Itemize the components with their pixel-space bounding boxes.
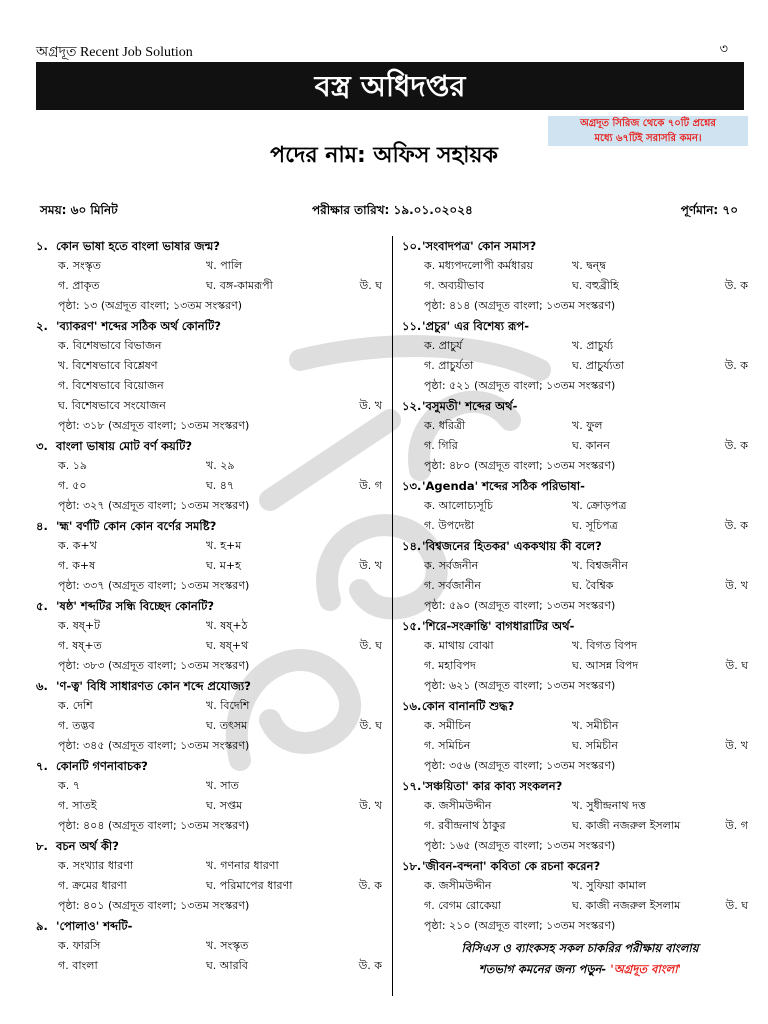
exam-date: পরীক্ষার তারিখ: ১৯.০১.০২০২৪ — [312, 203, 473, 217]
question-block — [36, 516, 386, 596]
footer-line-2-text: শতভাগ কমনের জন্য পড়ুন- — [478, 962, 607, 976]
promo-line-2: মধ্যে ৬৭টিই সরাসরি কমন। — [594, 133, 702, 144]
question-number: ১৪. — [402, 539, 422, 553]
option-item: খ. দ্বন্দ্ব — [572, 259, 606, 272]
page-reference: পৃষ্ঠা: ৬২১ (অগ্রদূত বাংলা; ১৩তম সংস্করণ) — [424, 679, 616, 692]
question-line — [402, 856, 752, 876]
option-item: ক. আলোচ্যসূচি — [424, 499, 493, 512]
option-row — [36, 396, 386, 416]
question-line — [402, 316, 752, 336]
question-text: 'শিরে-সংক্রান্তি' বাগধারাটির অর্থ- — [422, 619, 575, 633]
option-row — [36, 476, 386, 496]
answer-key: উ. ঘ — [359, 639, 382, 652]
option-row — [36, 276, 386, 296]
page-reference: পৃষ্ঠা: ৩৪৫ (অগ্রদূত বাংলা; ১৩তম সংস্করণ) — [58, 739, 250, 752]
option-row — [402, 716, 752, 736]
post-title: পদের নাম: অফিস সহায়ক — [270, 143, 498, 168]
option-item: ক. সর্বজনীন — [424, 559, 479, 572]
option-item: ঘ. সপ্তম — [206, 799, 243, 812]
option-row — [36, 776, 386, 796]
question-line — [36, 756, 386, 776]
question-text: কোনটি গণনাবাচক? — [56, 759, 148, 773]
question-line — [36, 836, 386, 856]
option-item: ঘ. আরবি — [206, 959, 248, 972]
question-number: ১২. — [402, 399, 422, 413]
question-line — [402, 396, 752, 416]
option-item: ক. সমীচিন — [424, 719, 471, 732]
question-number: ১. — [36, 239, 48, 253]
option-row — [402, 356, 752, 376]
question-number: ১৭. — [402, 779, 422, 793]
answer-key: উ. ঘ — [359, 719, 382, 732]
question-block — [36, 596, 386, 676]
option-item: গ. ষষ্+ত — [58, 639, 102, 652]
option-item: ঘ. সমিচীন — [572, 739, 618, 752]
answer-key: উ. ক — [724, 519, 748, 532]
question-line — [36, 676, 386, 696]
option-item: গ. অব্যয়ীভাব — [424, 279, 485, 292]
option-item: গ. গিরি — [424, 439, 458, 452]
option-item: ঘ. সূচিপত্র — [572, 519, 618, 532]
question-number: ১০. — [402, 239, 422, 253]
option-item: খ. গণনার ধারণা — [206, 859, 279, 872]
question-text: কোন ভাষা হতে বাংলা ভাষার জন্ম? — [56, 239, 220, 253]
answer-key: উ. ঘ — [359, 279, 382, 292]
option-item: খ. হ+ম — [206, 539, 242, 552]
option-item: গ. সর্বজানীন — [424, 579, 481, 592]
page-reference: পৃষ্ঠা: ১৩ (অগ্রদূত বাংলা; ১৩তম সংস্করণ) — [58, 299, 243, 312]
question-line — [402, 776, 752, 796]
option-item: ঘ. বঙ্গ-কামরূপী — [206, 279, 273, 292]
option-item: গ. প্রাচুর্যতা — [424, 359, 474, 372]
option-row — [402, 636, 752, 656]
page-reference: পৃষ্ঠা: ৩৮৩ (অগ্রদূত বাংলা; ১৩তম সংস্করণ) — [58, 659, 250, 672]
option-row — [36, 636, 386, 656]
question-number: ৩. — [36, 439, 48, 453]
option-item: খ. ষষ্+ঠ — [206, 619, 248, 632]
option-item: খ. বিশেষভাবে বিশ্লেষণ — [58, 359, 158, 372]
answer-key: উ. ক — [724, 359, 748, 372]
title-banner — [36, 62, 744, 110]
question-block — [36, 916, 386, 976]
option-item: ঘ. আসন্ন বিপদ — [572, 659, 639, 672]
option-item: ক. ষষ্+ট — [58, 619, 101, 632]
option-item: ক. মধ্যপদলোপী কর্মধারয় — [424, 259, 534, 272]
answer-key: উ. গ — [359, 479, 382, 492]
option-item: ক. মাথায় বোঝা — [424, 639, 494, 652]
page-reference: পৃষ্ঠা: ৩৩৭ (অগ্রদূত বাংলা; ১৩তম সংস্করণ) — [58, 579, 250, 592]
answer-key: উ. খ — [359, 799, 382, 812]
option-row — [36, 256, 386, 276]
question-block — [402, 316, 752, 396]
answer-key: উ. ক — [358, 959, 382, 972]
option-item: গ. সমিচিন — [424, 739, 471, 752]
question-text: 'হ্ম' বর্ণটি কোন কোন বর্ণের সমষ্টি? — [56, 519, 217, 533]
page-reference: পৃষ্ঠা: ৩৫৬ (অগ্রদূত বাংলা; ১৩তম সংস্করণ) — [424, 759, 616, 772]
question-block — [36, 316, 386, 436]
column-divider — [392, 236, 393, 996]
question-block — [402, 476, 752, 536]
page-reference: পৃষ্ঠা: ৪০১ (অগ্রদূত বাংলা; ১৩তম সংস্করণ) — [58, 899, 250, 912]
option-row — [36, 556, 386, 576]
question-line — [36, 516, 386, 536]
question-block — [36, 676, 386, 756]
option-row — [402, 256, 752, 276]
running-head: অগ্রদূত Recent Job Solution — [36, 45, 193, 60]
page-reference: পৃষ্ঠা: ১৬৫ (অগ্রদূত বাংলা; ১৩তম সংস্করণ) — [424, 839, 616, 852]
option-row — [36, 696, 386, 716]
option-item: ক. বিশেষভাবে বিভাজন — [58, 339, 162, 352]
option-row — [36, 336, 386, 356]
option-row — [36, 796, 386, 816]
question-number: ৬. — [36, 679, 48, 693]
page-reference: পৃষ্ঠা: ৪১৪ (অগ্রদূত বাংলা; ১৩তম সংস্করণ) — [424, 299, 616, 312]
option-row — [36, 616, 386, 636]
page-reference: পৃষ্ঠা: ৩১৮ (অগ্রদূত বাংলা; ১৩তম সংস্করণ) — [58, 419, 250, 432]
question-number: ১৬. — [402, 699, 422, 713]
option-item: ক. জসীমউদ্দীন — [424, 799, 492, 812]
question-text: কোন বানানটি শুদ্ধ? — [422, 699, 515, 713]
page-reference: পৃষ্ঠা: ৪০৪ (অগ্রদূত বাংলা; ১৩তম সংস্করণ) — [58, 819, 250, 832]
question-block — [402, 616, 752, 696]
option-row — [402, 496, 752, 516]
option-row — [36, 376, 386, 396]
option-item: ঘ. তৎসম — [206, 719, 248, 732]
page-title: বস্ত্র অধিদপ্তর — [314, 69, 466, 103]
question-number: ১৮. — [402, 859, 422, 873]
option-item: ক. ক+খ — [58, 539, 97, 552]
option-item: গ. মহাবিপদ — [424, 659, 476, 672]
answer-key: উ. ঘ — [725, 659, 748, 672]
question-text: 'ব্যাকরণ' শব্দের সঠিক অর্থ কোনটি? — [56, 319, 221, 333]
option-item: ঘ. ৪৭ — [206, 479, 235, 492]
option-row — [36, 536, 386, 556]
option-row — [402, 816, 752, 836]
option-item: গ. প্রাকৃত — [58, 279, 100, 292]
option-item: গ. রবীন্দ্রনাথ ঠাকুর — [424, 819, 506, 832]
option-item: ক. ধরিত্রী — [424, 419, 466, 432]
question-line — [36, 596, 386, 616]
option-item: গ. বাংলা — [58, 959, 98, 972]
page-header — [36, 40, 728, 60]
answer-key: উ. ক — [724, 439, 748, 452]
page-reference: পৃষ্ঠা: ৪৮০ (অগ্রদূত বাংলা; ১৩তম সংস্করণ) — [424, 459, 616, 472]
option-item: ঘ. পরিমাপের ধারণা — [206, 879, 293, 892]
option-item: ঘ. কানন — [572, 439, 610, 452]
exam-marks: পূর্ণমান: ৭০ — [680, 203, 738, 217]
option-row — [402, 416, 752, 436]
question-line — [402, 616, 752, 636]
option-item: খ. পালি — [206, 259, 243, 272]
option-item: ক. ১৯ — [58, 459, 87, 472]
page-reference: পৃষ্ঠা: ২১০ (অগ্রদূত বাংলা; ১৩তম সংস্করণ) — [424, 919, 616, 932]
question-text: 'Agenda' শব্দের সঠিক পরিভাষা- — [422, 479, 585, 493]
question-line — [402, 236, 752, 256]
option-item: খ. প্রাচুর্য্য — [572, 339, 614, 352]
option-row — [402, 736, 752, 756]
question-block — [402, 396, 752, 476]
answer-key: উ. খ — [359, 399, 382, 412]
option-row — [402, 896, 752, 916]
question-number: ১৫. — [402, 619, 422, 633]
question-line — [36, 436, 386, 456]
question-number: ১১. — [402, 319, 422, 333]
question-number: ৭. — [36, 759, 48, 773]
right-column — [402, 236, 752, 936]
answer-key: উ. খ — [359, 559, 382, 572]
exam-meta — [40, 202, 738, 220]
answer-key: উ. ক — [358, 879, 382, 892]
left-column — [36, 236, 386, 976]
option-item: খ. সমীচীন — [572, 719, 619, 732]
option-item: খ. বিশ্বজনীন — [572, 559, 628, 572]
option-item: ক. সংখ্যার ধারণা — [58, 859, 134, 872]
question-text: বাংলা ভাষায় মোট বর্ণ কয়টি? — [56, 439, 193, 453]
option-item: ঘ. বৈশ্বিক — [572, 579, 614, 592]
option-item: গ. উপদেষ্টা — [424, 519, 475, 532]
option-row — [402, 876, 752, 896]
option-item: খ. ২৯ — [206, 459, 235, 472]
option-row — [36, 456, 386, 476]
question-number: ৫. — [36, 599, 48, 613]
option-row — [36, 716, 386, 736]
option-row — [402, 276, 752, 296]
question-text: 'সংবাদপত্র' কোন সমাস? — [422, 239, 537, 253]
question-line — [402, 696, 752, 716]
question-line — [402, 476, 752, 496]
option-item: খ. বিদেশি — [206, 699, 250, 712]
answer-key: উ. ক — [724, 279, 748, 292]
footer-line-1: বিসিএস ও ব্যাংকসহ সকল চাকরির পরীক্ষায় বাংলায় — [461, 941, 699, 955]
option-item: ঘ. বিশেষভাবে সংযোজন — [58, 399, 166, 412]
question-block — [36, 236, 386, 316]
question-text: 'ণ-ত্ব' বিধি সাধারণত কোন শব্দে প্রযোজ্য? — [56, 679, 251, 693]
question-text: 'প্রচুর' এর বিশেষ্য রূপ- — [422, 319, 529, 333]
question-text: 'সঞ্চয়িতা' কার কাব্য সংকলন? — [422, 779, 563, 793]
option-item: গ. ক+ষ — [58, 559, 96, 572]
option-row — [36, 856, 386, 876]
question-block — [36, 436, 386, 516]
question-block — [402, 536, 752, 616]
option-row — [402, 516, 752, 536]
option-row — [402, 336, 752, 356]
question-block — [36, 836, 386, 916]
option-row — [402, 656, 752, 676]
option-row — [402, 796, 752, 816]
question-number: ১৩. — [402, 479, 422, 493]
option-item: খ. সুফিয়া কামাল — [572, 879, 647, 892]
answer-key: উ. ঘ — [725, 899, 748, 912]
option-item: খ. সংস্কৃত — [206, 939, 249, 952]
footer-line-2 — [420, 959, 740, 980]
option-item: ঘ. কাজী নজরুল ইসলাম — [572, 819, 681, 832]
option-item: গ. বিশেষভাবে বিয়োজন — [58, 379, 164, 392]
answer-key: উ. গ — [725, 819, 748, 832]
option-item: খ. ক্রোড়পত্র — [572, 499, 627, 512]
question-line — [402, 536, 752, 556]
option-row — [36, 876, 386, 896]
option-row — [36, 936, 386, 956]
promo-line-1: অগ্রদূত সিরিজ থেকে ৭০টি প্রশ্নের — [580, 118, 716, 129]
answer-key: উ. খ — [725, 739, 748, 752]
option-item: ক. ফারসি — [58, 939, 101, 952]
question-number: ৯. — [36, 919, 48, 933]
question-line — [36, 916, 386, 936]
question-block — [402, 696, 752, 776]
option-item: ক. দেশি — [58, 699, 93, 712]
option-item: ক. সংস্কৃত — [58, 259, 101, 272]
question-block — [402, 236, 752, 316]
option-item: ঘ. কাজী নজরুল ইসলাম — [572, 899, 681, 912]
option-item: ঘ. বহুব্রীহি — [572, 279, 619, 292]
answer-key: উ. খ — [725, 579, 748, 592]
question-line — [36, 236, 386, 256]
option-item: খ. ফুল — [572, 419, 603, 432]
page-reference: পৃষ্ঠা: ৫৯০ (অগ্রদূত বাংলা; ১৩তম সংস্করণ) — [424, 599, 616, 612]
question-line — [36, 316, 386, 336]
option-item: খ. বিগত বিপদ — [572, 639, 637, 652]
option-item: গ. সাতই — [58, 799, 97, 812]
page-reference: পৃষ্ঠা: ৩২৭ (অগ্রদূত বাংলা; ১৩তম সংস্করণ) — [58, 499, 250, 512]
exam-time: সময়: ৬০ মিনিট — [40, 203, 118, 217]
option-item: গ. বেগম রোকেয়া — [424, 899, 502, 912]
option-row — [36, 356, 386, 376]
option-item: গ. ৫০ — [58, 479, 87, 492]
option-item: ঘ. প্রাচুর্য্যতা — [572, 359, 625, 372]
option-item: খ. সুধীন্দ্রনাথ দত্ত — [572, 799, 646, 812]
option-item: ক. প্রাচুর্য — [424, 339, 463, 352]
question-text: 'জীবন-বন্দনা' কবিতা কে রচনা করেন? — [422, 859, 601, 873]
question-text: 'ষষ্ঠ' শব্দটির সন্ধি বিচ্ছেদ কোনটি? — [56, 599, 215, 613]
option-item: ঘ. ষষ্+থ — [206, 639, 249, 652]
option-row — [36, 956, 386, 976]
question-text: 'বিশ্বজনের হিতকর' এককথায় কী বলে? — [422, 539, 602, 553]
option-row — [402, 576, 752, 596]
question-text: বচন অর্থ কী? — [56, 839, 119, 853]
footer-ad — [420, 938, 740, 980]
option-item: ক. ৭ — [58, 779, 80, 792]
option-item: খ. সাত — [206, 779, 239, 792]
page-reference: পৃষ্ঠা: ৫২১ (অগ্রদূত বাংলা; ১৩তম সংস্করণ) — [424, 379, 616, 392]
footer-brand: 'অগ্রদূত বাংলা' — [610, 962, 682, 976]
question-number: ৮. — [36, 839, 48, 853]
option-row — [402, 436, 752, 456]
option-item: গ. ক্রমের ধারণা — [58, 879, 127, 892]
question-block — [402, 856, 752, 936]
option-item: ক. জসীমউদ্দীন — [424, 879, 492, 892]
question-text: 'পোলাও' শব্দটি- — [56, 919, 133, 933]
question-block — [36, 756, 386, 836]
option-item: ঘ. ম+হ — [206, 559, 241, 572]
option-row — [402, 556, 752, 576]
question-block — [402, 776, 752, 856]
page-number: ৩ — [719, 42, 728, 57]
question-text: 'বসুমতী' শব্দের অর্থ- — [422, 399, 518, 413]
question-number: ২. — [36, 319, 48, 333]
option-item: গ. তদ্ভব — [58, 719, 95, 732]
question-number: ৪. — [36, 519, 48, 533]
